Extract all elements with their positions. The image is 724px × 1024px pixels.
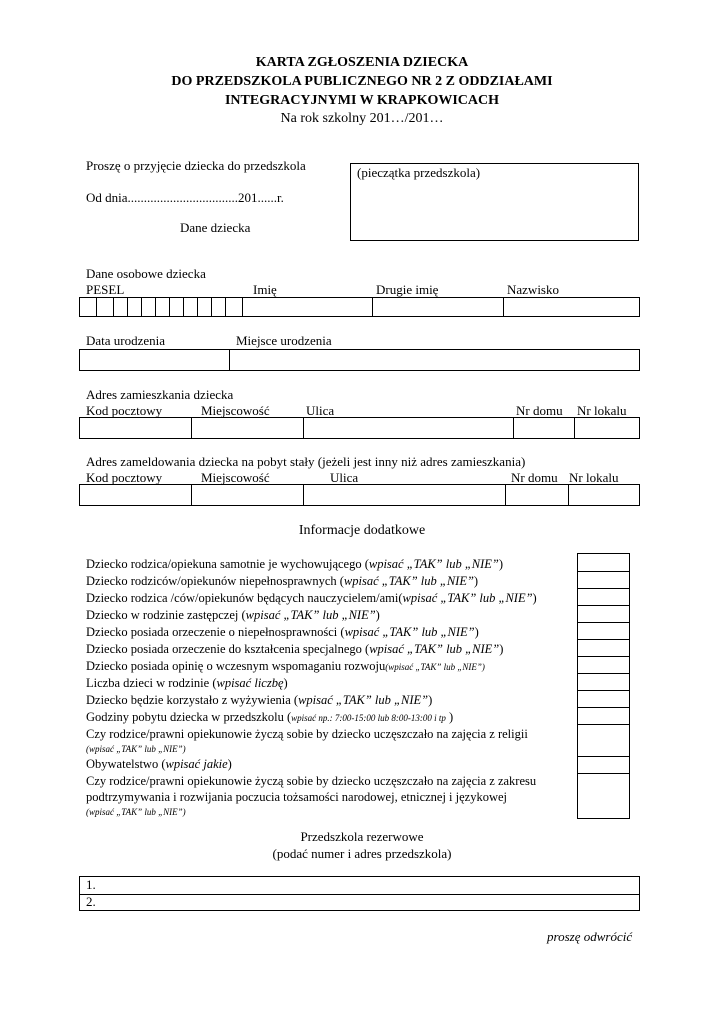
reserve-sep	[80, 894, 639, 895]
pesel-digit-sep	[197, 298, 198, 316]
birth-sep	[229, 350, 230, 370]
birth-date-label: Data urodzenia	[86, 333, 166, 348]
question-religion-hint: (wpisać „TAK” lub „NIE”)	[86, 744, 186, 754]
question-foster-family: Dziecko w rodzinie zastępczej (wpisać „TAK” lub „NIE”)	[86, 608, 380, 622]
registered-row	[79, 484, 640, 506]
additional-heading: Informacje dodatkowe	[298, 523, 426, 538]
address-sep	[574, 418, 575, 438]
registered-heading: Adres zameldowania dziecka na pobyt stały (jeżeli jest inny niż adres zamieszkania)	[86, 454, 526, 469]
answer-sep	[578, 724, 629, 725]
question-identity-1: Czy rodzice/prawni opiekunowie życzą sobie by dziecko uczęszczało na zajęcia z zakresu	[86, 774, 537, 788]
pesel-digit-sep	[211, 298, 212, 316]
stamp-label: (pieczątka przedszkola)	[357, 165, 481, 180]
answer-sep	[578, 673, 629, 674]
registered-sep	[303, 485, 304, 505]
address-flat-label: Nr lokalu	[577, 403, 627, 418]
reserve-item-1[interactable]: 1.	[86, 877, 96, 892]
first-name-sep	[242, 298, 243, 316]
second-name-label: Drugie imię	[376, 282, 439, 297]
second-name-sep	[372, 298, 373, 316]
child-data-heading: Dane dziecka	[180, 220, 251, 235]
answer-sep	[578, 639, 629, 640]
question-religion: Czy rodzice/prawni opiekunowie życzą sobie by dziecko uczęszczało na zajęcia z religii	[86, 727, 528, 741]
registered-sep	[505, 485, 506, 505]
registered-house-label: Nr domu	[511, 470, 558, 485]
question-identity-2: podtrzymywania i rozwijania poczucia tożsamości narodowej, etnicznej i językowej	[86, 790, 508, 804]
reserve-item-2[interactable]: 2.	[86, 894, 96, 909]
question-teacher-parents: Dziecko rodzica /ców/opiekunów będących nauczycielem/ami(wpisać „TAK” lub „NIE”)	[86, 591, 537, 605]
question-special-education: Dziecko posiada orzeczenie do kształcenia specjalnego (wpisać „TAK” lub „NIE”)	[86, 642, 504, 656]
stamp-box	[350, 163, 639, 241]
question-children-count: Liczba dzieci w rodzinie (wpisać liczbę)	[86, 676, 288, 690]
birth-place-label: Miejsce urodzenia	[236, 333, 332, 348]
address-town-label: Miejscowość	[201, 403, 270, 418]
answer-sep	[578, 707, 629, 708]
pesel-digit-sep	[169, 298, 170, 316]
address-street-label: Ulica	[306, 403, 335, 418]
request-text: Proszę o przyjęcie dziecka do przedszkola	[86, 158, 306, 173]
pesel-digit-sep	[127, 298, 128, 316]
answer-sep	[578, 690, 629, 691]
answers-column[interactable]	[577, 553, 630, 819]
surname-sep	[503, 298, 504, 316]
surname-label: Nazwisko	[507, 282, 559, 297]
personal-data-row	[79, 297, 640, 317]
answer-sep	[578, 588, 629, 589]
question-disability-certificate: Dziecko posiada orzeczenie o niepełnosprawności (wpisać „TAK” lub „NIE”)	[86, 625, 479, 639]
registered-sep	[568, 485, 569, 505]
first-name-label: Imię	[253, 282, 277, 297]
registered-street-label: Ulica	[330, 470, 359, 485]
turn-page-note: proszę odwrócić	[547, 929, 633, 944]
answer-sep	[578, 756, 629, 757]
form-title: KARTA ZGŁOSZENIA DZIECKA	[255, 55, 469, 70]
reserve-subheading: (podać numer i adres przedszkola)	[272, 846, 452, 861]
answer-sep	[578, 622, 629, 623]
form-title-line2: DO PRZEDSZKOLA PUBLICZNEGO NR 2 Z ODDZIAŁAMI	[171, 74, 553, 89]
question-meals: Dziecko będzie korzystało z wyżywienia (wpisać „TAK” lub „NIE”)	[86, 693, 433, 707]
school-year: Na rok szkolny 201…/201…	[280, 111, 444, 126]
address-heading: Adres zamieszkania dziecka	[86, 387, 234, 402]
pesel-digit-sep	[113, 298, 114, 316]
address-house-label: Nr domu	[516, 403, 563, 418]
address-sep	[303, 418, 304, 438]
address-sep	[191, 418, 192, 438]
answer-sep	[578, 773, 629, 774]
personal-data-heading: Dane osobowe dziecka	[86, 266, 206, 281]
from-date-field[interactable]: Od dnia..................................201......r.	[86, 190, 284, 205]
question-disabled-parents: Dziecko rodziców/opiekunów niepełnosprawnych (wpisać „TAK” lub „NIE”)	[86, 574, 479, 588]
address-row	[79, 417, 640, 439]
pesel-label: PESEL	[86, 282, 125, 297]
address-postal-label: Kod pocztowy	[86, 403, 163, 418]
question-citizenship: Obywatelstwo (wpisać jakie)	[86, 757, 232, 771]
pesel-digit-sep	[155, 298, 156, 316]
answer-sep	[578, 656, 629, 657]
pesel-digit-sep	[225, 298, 226, 316]
pesel-digit-sep	[96, 298, 97, 316]
reserve-heading: Przedszkola rezerwowe	[300, 829, 424, 844]
question-early-support: Dziecko posiada opinię o wczesnym wspomaganiu rozwoju(wpisać „TAK” lub „NIE”)	[86, 659, 485, 673]
answer-sep	[578, 605, 629, 606]
reserve-table	[79, 876, 640, 911]
registered-postal-label: Kod pocztowy	[86, 470, 163, 485]
registered-flat-label: Nr lokalu	[569, 470, 619, 485]
birth-data-row	[79, 349, 640, 371]
question-hours: Godziny pobytu dziecka w przedszkolu (wpisać np.: 7:00-15:00 lub 8:00-13:00 i tp )	[86, 710, 454, 724]
registered-sep	[191, 485, 192, 505]
question-identity-hint: (wpisać „TAK” lub „NIE”)	[86, 807, 186, 817]
pesel-digit-sep	[183, 298, 184, 316]
question-single-parent: Dziecko rodzica/opiekuna samotnie je wychowującego (wpisać „TAK” lub „NIE”)	[86, 557, 504, 571]
form-title-line3: INTEGRACYJNYMI W KRAPKOWICACH	[224, 93, 500, 108]
registered-town-label: Miejscowość	[201, 470, 270, 485]
address-sep	[513, 418, 514, 438]
answer-sep	[578, 571, 629, 572]
pesel-digit-sep	[141, 298, 142, 316]
